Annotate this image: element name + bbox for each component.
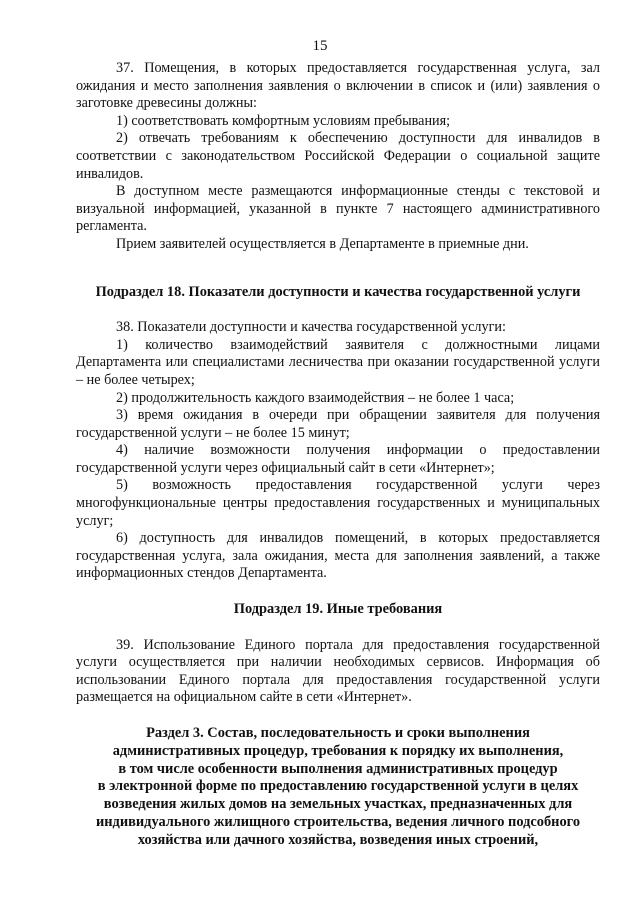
- section-3-title-line: Раздел 3. Состав, последовательность и сроки выполнения: [146, 725, 530, 741]
- section-3-title-line: хозяйства или дачного хозяйства, возведения иных строений,: [137, 831, 539, 848]
- paragraph-38-item-6: 6) доступность для инвалидов помещений, в которых предоставляется государственная услуга, зала ожидания, места для заполнения заявлений, а также информационных стендов Департамента.: [76, 530, 600, 582]
- document-body: [76, 60, 600, 850]
- spacer: [76, 583, 600, 601]
- paragraph-38-item-5: 5) возможность предоставления государственной услуги через многофункциональные центры предоставления государственных и муниципальных услуг;: [76, 477, 600, 529]
- paragraph-38-item-3: 3) время ожидания в очереди при обращении заявителя для получения государственной услуги – не более 15 минут;: [76, 407, 600, 441]
- paragraph-37-item-1: 1) соответствовать комфортным условиям пребывания;: [116, 112, 451, 129]
- page-number: 15: [312, 38, 328, 54]
- section-3-title-line: в электронной форме по предоставлению государственной услуги в целях: [97, 778, 579, 795]
- spacer: [76, 254, 600, 284]
- section-3-title: [76, 725, 600, 850]
- paragraph-reception: Прием заявителей осуществляется в Департаменте в приемные дни.: [116, 235, 529, 252]
- subsection-19-title: Подраздел 19. Иные требования: [233, 601, 443, 618]
- paragraph-38-item-4: 4) наличие возможности получения информации о предоставлении государственной услуги через официальный сайт в сети «Интернет»;: [76, 442, 600, 476]
- section-3-title-line: возведения жилых домов на земельных участках, предназначенных для: [103, 796, 573, 813]
- section-3-title-line: индивидуального жилищного строительства, ведения личного подсобного: [95, 813, 581, 830]
- spacer: [76, 707, 600, 725]
- spacer: [76, 301, 600, 319]
- paragraph-37-item-2: 2) отвечать требованиям к обеспечению доступности для инвалидов в соответствии с законодательством Российской Федерации о социальной защите инвалидов.: [76, 130, 600, 182]
- paragraph-38-item-1: 1) количество взаимодействий заявителя с должностными лицами Департамента или специалистами лесничества при оказании государственной услуги – не более четырех;: [76, 336, 600, 388]
- paragraph-37: 37. Помещения, в которых предоставляется государственная услуга, зал ожидания и место заполнения заявления о включении в список и (или) заявления о заготовке древесины должны:: [76, 60, 600, 112]
- paragraph-38-item-2: 2) продолжительность каждого взаимодействия – не более 1 часа;: [116, 389, 515, 406]
- subsection-18-title: Подраздел 18. Показатели доступности и качества государственной услуги: [95, 283, 581, 300]
- section-3-title-line: в том числе особенности выполнения административных процедур: [118, 760, 558, 777]
- section-3-title-line: административных процедур, требования к порядку их выполнения,: [112, 742, 564, 759]
- paragraph-38: 38. Показатели доступности и качества государственной услуги:: [116, 319, 506, 336]
- paragraph-info-stands: В доступном месте размещаются информационные стенды с текстовой и визуальной информацией, указанной в пункте 7 настоящего административного регламента.: [76, 183, 600, 235]
- paragraph-39: 39. Использование Единого портала для предоставления государственной услуги осуществляется при наличии необходимых сервисов. Информация об использовании Единого портала для предоставления государственной услуги размещается на официальном сайте в сети «Интернет».: [76, 636, 600, 706]
- spacer: [76, 619, 600, 637]
